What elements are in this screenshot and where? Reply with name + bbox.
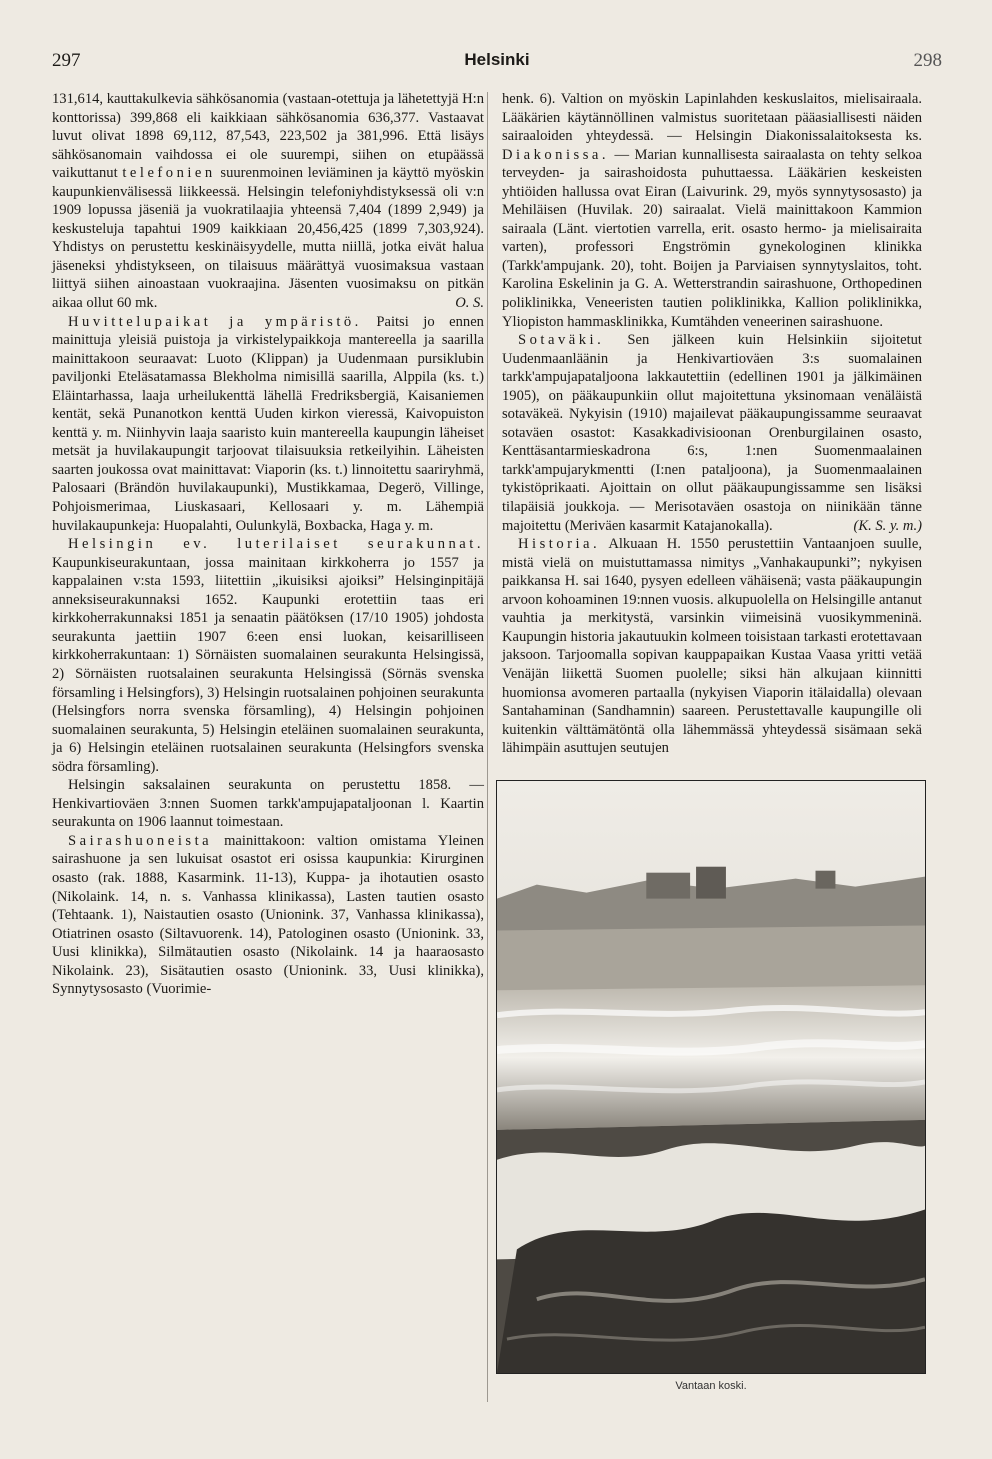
paragraph-parishes: Helsingin ev. luterilaiset seurakunnat. Kaupunkiseurakuntaan, jossa mainitaan kirkkoherra jo 1557 ja kappalainen v:sta 1593, liitettiin „ikuisiksi ajoiksi” Helsinginpitäjä anneksiseurakunnaksi 1652. Kaupunki erotettiin taas eri kirkkoherrakunnaksi 1851 ja senaatin päätöksen (17/10 1905) johdosta seurakunta jaettiin 1907 6:een ensi luokan, keisarilliseen kirkkoherrakuntaan: 1) Sörnäisten suomalainen seurakunta Helsingissä, 2) Sörnäisten ruotsalainen seurakunta Helsingissä (Sörnäs svenska församling i Helsingfors), 3) Helsingin ruotsalainen pohjoinen seurakunta (Helsingfors norra svenska församling), 4) Helsingin pohjoinen suomalainen seurakunta, 5) Helsingin eteläinen suomalainen seurakunta, ja 6) Helsingin eteläinen ruotsalainen seurakunta (Helsingfors svenska södra församling).: [52, 536, 484, 775]
paragraph-military: Sotaväki. Sen jälkeen kuin Helsinkiin sijoitetut Uudenmaanläänin ja Henkivartioväen 3:s suomalainen tarkk'ampujapataljoona lakkautettiin (edellinen 1901 ja jälkimäinen 1905), on pääkaupunkiin ollut majoitettuna yksinomaan venäläistä sotaväkeä. Nykyisin (1910) majailevat pääkaupungissamme seuraavat sotaväen osastot: Kasakkadivisioonan Orenburgilainen osasto, Kenttäsantarmieskadrona 6:s, 1:nen Suomenmaalainen tarkk'ampujarykmentti (I:nen pataljoona), ja Suomenmaalainen tykistöprikaati. Ajoittain on ollut pääkaupungissamme sen lisäksi tilapäisiä joukkoja. — Merisotaväen osastoja on niinikään tänne majoitettu (Meriväen kasarmit Katajanokalla). (K. S. y. m.): [502, 332, 922, 534]
left-page-number: 297: [52, 50, 81, 71]
figure-caption: Vantaan koski.: [675, 1380, 747, 1392]
paragraph-hospitals: Sairashuoneista mainittakoon: valtion omistama Yleinen sairashuone ja sen lukuisat osastot eri osissa kaupunkia: Kirurginen osasto (rak. 1888, Kasarmink. 11-13), Kuppa- ja ihotautien osasto (Nikolaink. 14, n. s. Vanhassa klinikassa), Lasten tautien osasto (Tehtaank. 1), Naistautien osasto (Unionink. 37, Vanhassa klinikassa), Otiatrinen osasto (Siltavuorenk. 14), Patologinen osasto (Unionink. 33, Uusi klinikka), Silmätautien osasto (Nikolaink. 14 ja haaraosasto Nikolaink. 23), Sisätautien osasto (Unionink. 33, Uusi klinikka), Synnytysosasto (Vuorimie-: [52, 832, 484, 998]
right-page-number: 298: [913, 50, 942, 71]
column-divider: [487, 92, 488, 1402]
author-signature: O. S.: [455, 295, 484, 312]
paragraph-history: Historia. Alkuaan H. 1550 perustettiin Vantaanjoen suulle, mistä vielä on muistuttamassa nimitys „Vanhakaupunki”; nykyisen paikkansa H. sai 1640, pysyen edelleen vähäisenä; vasta pääkaupungin arvoon kohoaminen 19:nnen vuosis. alkupuolella on Helsingille antanut vauhtia ja merkitystä, varsinkin viimeisinä vuosikymmeninä. Kaupungin historia jakautuukin kolmeen toisistaan tarkasti erotettavaan jaksoon. Tarjoomalla sopivan kauppapaikan Kustaa Vaasa yritti vetää Venäjän liikettä Suomen puolelle; siksi hän alkujaan kiinnitti huomionsa avomeren partaalla (nykyisen Viaporin itälaidalla) olevaan Santahaminan (Sandhamnin) saareen. Perustettavalle kaupungille oli kuitenkin välttämätöntä olla lähemmässä yhteydessä sisämaan sekä lähimpäin asuttujen seutujen: [502, 536, 922, 757]
left-column: [52, 90, 484, 999]
section-heading: Sotaväki.: [518, 332, 605, 349]
paragraph-recreation: Huvittelupaikat ja ympäristö. Paitsi jo ennen mainittuja yleisiä puistoja ja virkistelypaikkoja mantereella ja saarilla mainittakoon seuraavat: Luoto (Klippan) ja Uudenmaan pursiklubin paviljonki Eteläsatamassa Blekholma nimisillä saarilla, Alppila (ks. t.) Eläintarhassa, laaja urheilukenttä lähellä Fredriksbergiä, Kaisaniemen kentät, sekä Punanotkon kenttä Uuden kirkon vieressä, Kaivopuiston kenttä y. m. Niinhyvin laaja saaristo kuin mantereella kaupungin läheiset metsät ja huvilakaupungit tarjoovat tilaisuuksia retkeilyihin. Läheisten saarten joukossa ovat mainittavat: Viaporin (ks. t.) linnoitettu saariryhmä, Palosaari (Brändön huvilakaupunki), Mustikkamaa, Degerö, Villinge, Pohjoismerimaa, Liuskasaari, Kellosaari y. m. Lähempiä huvilakaupunkeja: Huopalahti, Oulunkylä, Boxbacka, Haga y. m.: [52, 313, 484, 534]
paragraph-german-parish: Helsingin saksalainen seurakunta on perustettu 1858. — Henkivartioväen 3:nnen Suomen tarkk'ampujapataljoonan l. Kaartin seurakunta on 1906 laannut toimestaan.: [52, 777, 484, 831]
waterfall-illustration: [497, 781, 925, 1373]
page-header: [52, 50, 942, 78]
paragraph-telegraph: 131,614, kauttakulkevia sähkösanomia (vastaan-otettuja ja lähetettyjä H:n konttorissa) 399,868 eli kaikkiaan sähkösanomia 636,377. Vastaavat luvut olivat 1898 69,112, 87,543, 223,502 ja 381,996. Että lisäys sähkösanomain vaihdossa ei ole suurempi, siihen on etupäässä vaikuttanut telefonien suurenmoinen leviäminen ja käyttö myöskin kaupunkienvälisessä liikkeessä. Helsingin telefoniyhdistyksessä oli v:n 1909 lopussa jäseniä ja vuokratilaajia yhteensä 7,404 (1899 2,949) ja keskusteluja tapahtui 1909 kaikkiaan 20,456,425 (1899 7,303,924). Yhdistys on perustettu keskinäisyydelle, mutta niillä, jotka eivät halua jäseneksi yhdistykseen, on tilaisuus määrättyä vuosimaksua vastaan liittyä siihen ainoastaan vuokraajina. Jäsenten vuosimaksu on pitkän aikaa ollut 60 mk. O. S.: [52, 91, 485, 312]
section-heading: Historia.: [518, 536, 601, 553]
right-column: [502, 90, 922, 758]
section-heading: Sairashuoneista: [68, 832, 213, 849]
paragraph-hospitals-cont: henk. 6). Valtion on myöskin Lapinlahden keskuslaitos, mielisairaala. Lääkärien käytännöllinen valmistus suoritetaan pääasiallisesti näiden sairaaloiden yhteydessä. — Helsingin Diakonissalaitoksesta ks. Diakonissa. — Marian kunnallisesta sairaalasta on tehty selkoa terveyden- ja sairashoidosta puhuttaessa. Lääkärien keskeisten yhtiöiden hallussa ovat Eiran (Laivurink. 29, myös synnytysosasto) ja Mehiläisen (Huvilak. 20) sairaalat. Vielä mainittakoon Kammion sairaala (Länt. viertotien varrella, erit. osasto hermo- ja mielisairaita varten), professori Engströmin gynekologinen klinikka (Tarkk'ampujank. 20), toht. Boijen ja Parviaisen synnytyslaitos, toht. Karolina Eskelinin ja G. A. Wetterstrandin sairashuone, Orthopedinen poliklinikka, Veneeristen tautien poliklinikka, Kallion poliklinikka, Yliopiston hammasklinikka, Kumtähden veneerinen sairashuone.: [502, 91, 922, 330]
page-title: Helsinki: [464, 50, 530, 69]
author-signature: (K. S. y. m.): [853, 517, 922, 534]
section-heading: Helsingin ev. luterilaiset seurakunnat.: [68, 536, 484, 553]
waterfall-photo: [496, 780, 926, 1374]
section-heading: Huvittelupaikat ja ympäristö.: [68, 313, 362, 330]
